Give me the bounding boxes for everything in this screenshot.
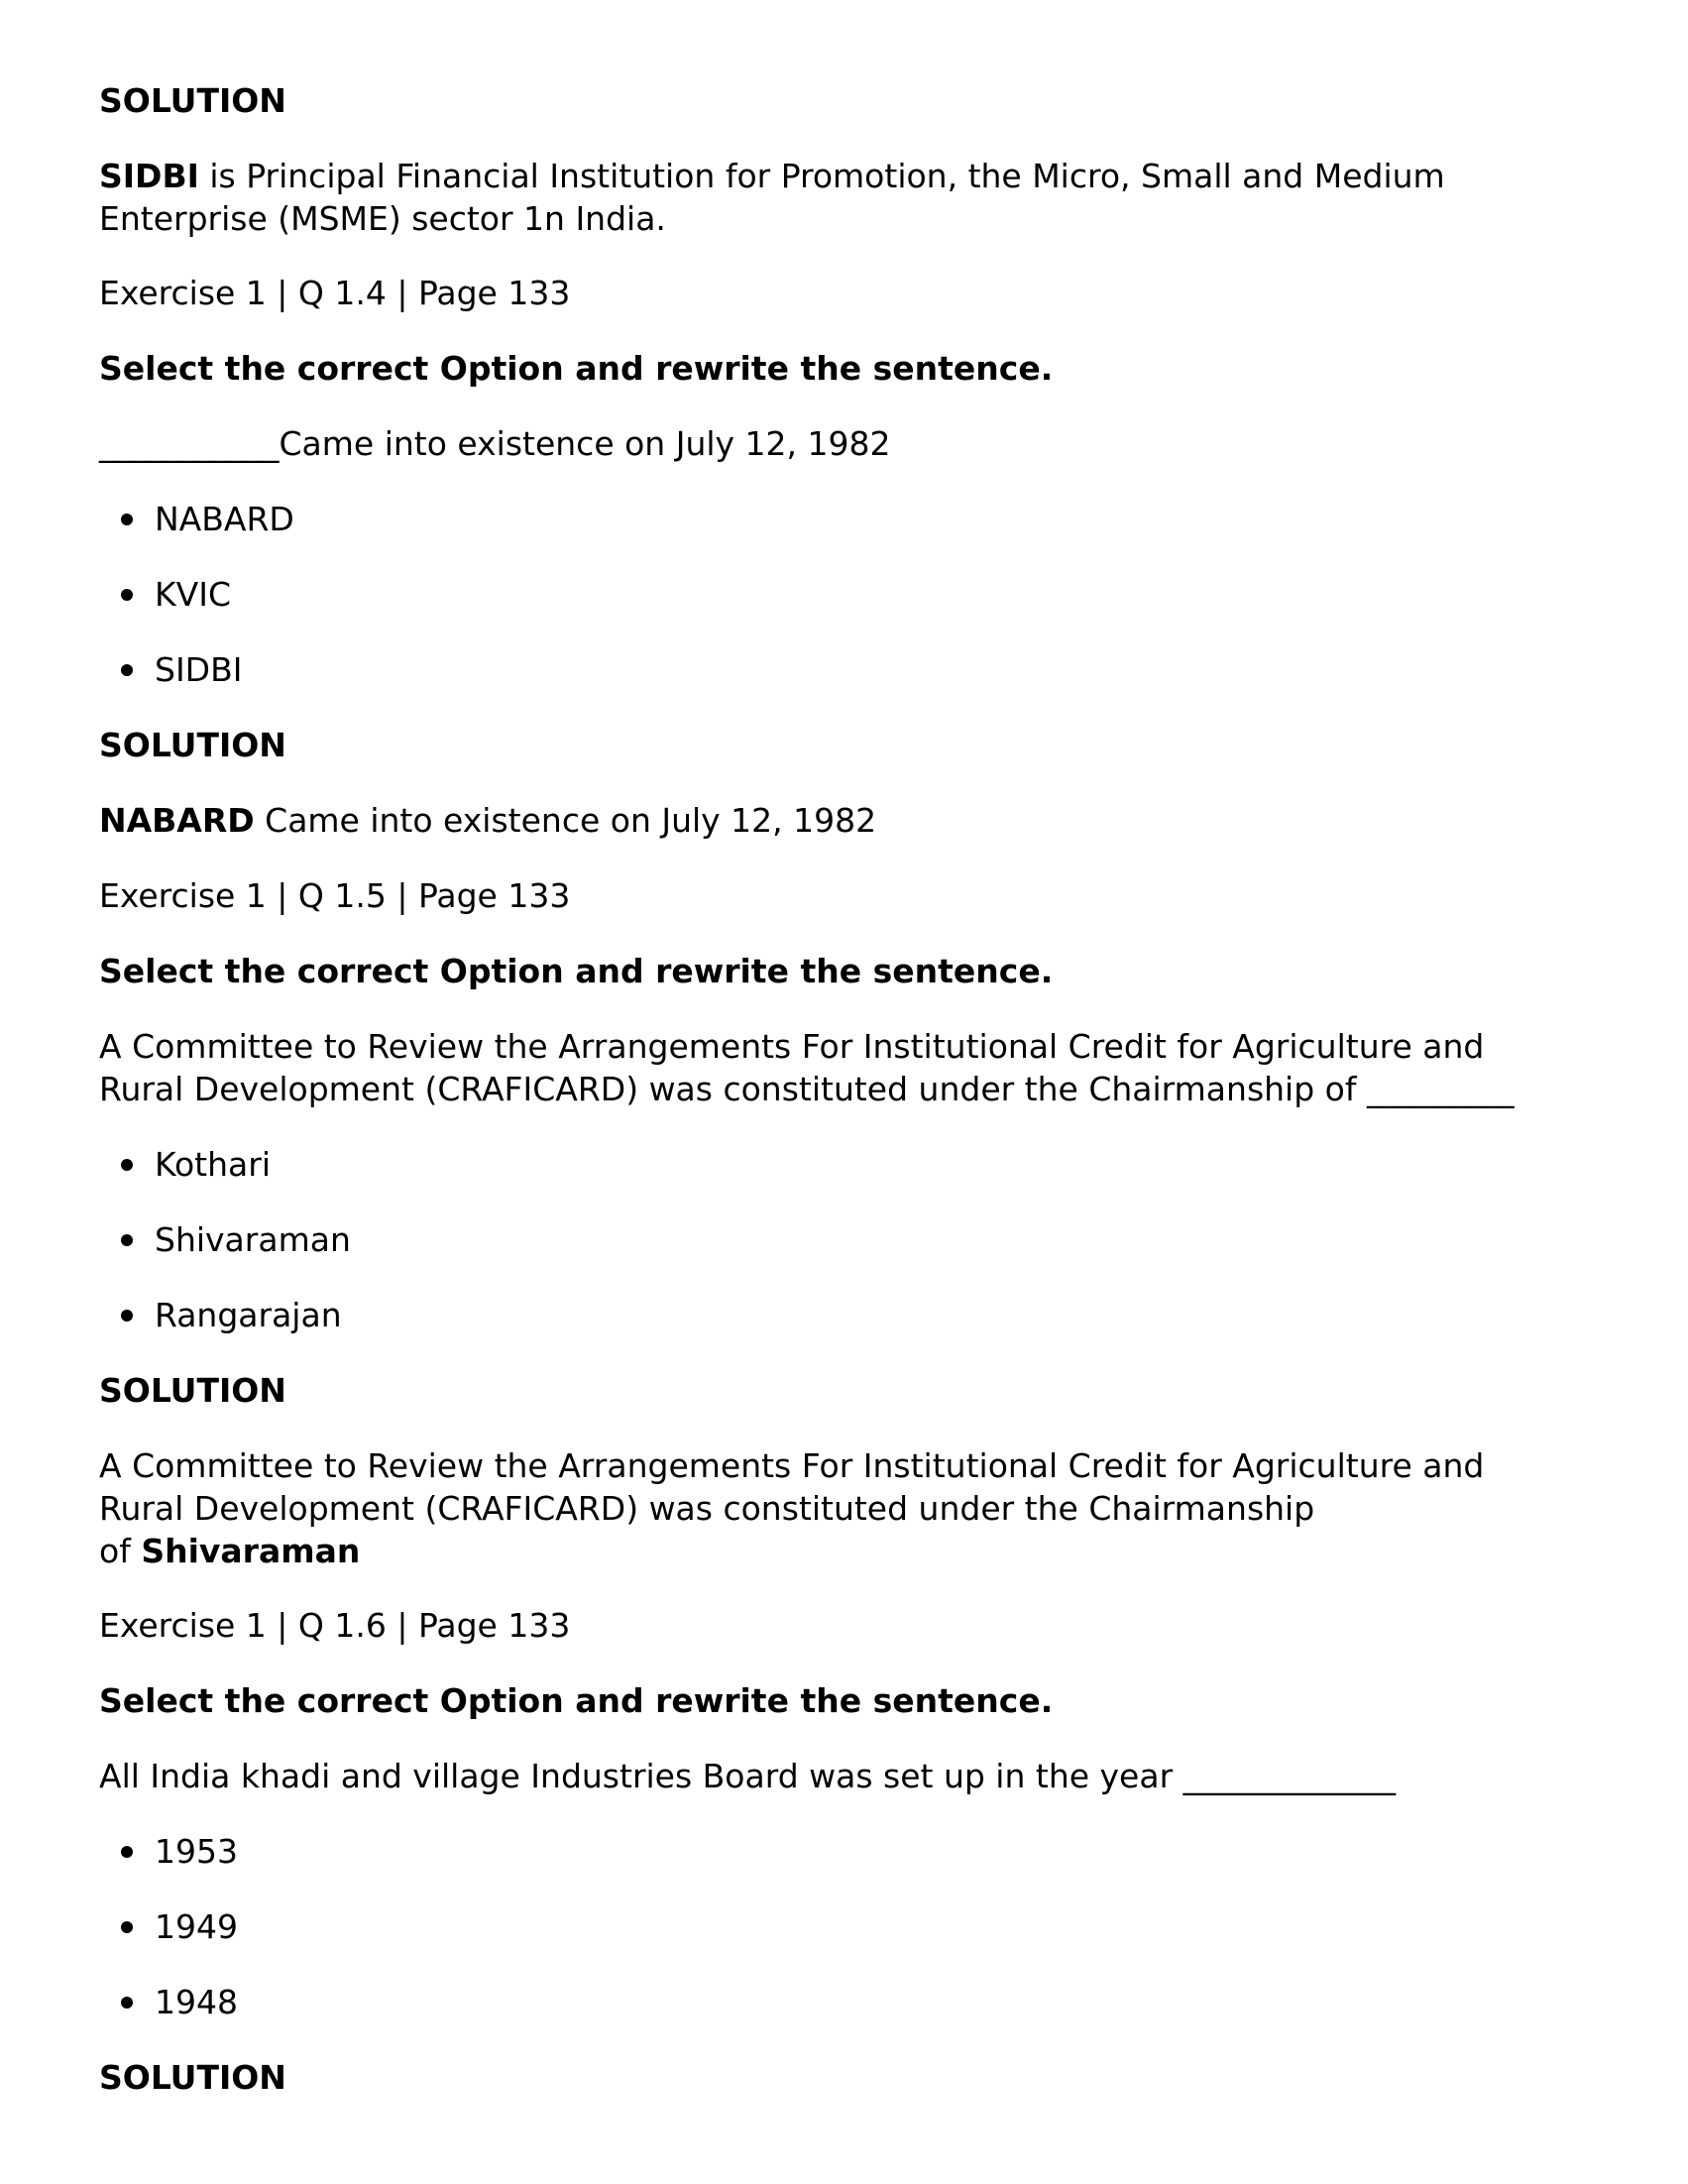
solution-heading: SOLUTION	[99, 81, 286, 120]
exercise-reference: Exercise 1 | Q 1.4 | Page 133	[99, 274, 571, 312]
exercise-reference: Exercise 1 | Q 1.5 | Page 133	[99, 876, 571, 915]
solution-answer-line	[99, 155, 1445, 197]
question-text: A Committee to Review the Arrangements For Institutional Credit for Agriculture and	[99, 1027, 1485, 1066]
solution-answer-line: A Committee to Review the Arrangements For Institutional Credit for Agriculture and	[99, 1446, 1485, 1485]
solution-heading: SOLUTION	[99, 2058, 286, 2097]
bullet-icon	[121, 589, 133, 601]
answer-highlight: Shivaraman	[141, 1532, 361, 1570]
option-item: Rangarajan	[155, 1294, 342, 1336]
exercise-reference: Exercise 1 | Q 1.6 | Page 133	[99, 1606, 571, 1645]
question-text: Rural Development (CRAFICARD) was constituted under the Chairmanship of _________	[99, 1070, 1515, 1108]
option-item: 1948	[155, 1981, 238, 2023]
question-instruction: Select the correct Option and rewrite the sentence.	[99, 952, 1054, 990]
bullet-icon	[121, 1921, 133, 1933]
question-instruction: Select the correct Option and rewrite the sentence.	[99, 349, 1054, 388]
bullet-icon	[121, 1846, 133, 1858]
question-text: ___________Came into existence on July 12, 1982	[99, 424, 891, 463]
option-item: Kothari	[155, 1143, 271, 1186]
solution-answer-line	[99, 799, 876, 842]
bullet-icon	[121, 1234, 133, 1246]
option-item: NABARD	[155, 498, 294, 540]
bullet-icon	[121, 1310, 133, 1322]
answer-text: is Principal Financial Institution for Promotion, the Micro, Small and Medium	[198, 157, 1445, 195]
option-item: Shivaraman	[155, 1218, 351, 1261]
solution-answer-line: Rural Development (CRAFICARD) was constituted under the Chairmanship	[99, 1489, 1315, 1528]
option-item: 1949	[155, 1905, 238, 1948]
answer-text: Came into existence on July 12, 1982	[254, 801, 877, 840]
answer-highlight: NABARD	[99, 801, 255, 840]
question-instruction: Select the correct Option and rewrite the sentence.	[99, 1681, 1054, 1720]
option-item: 1953	[155, 1830, 238, 1873]
answer-highlight: SIDBI	[99, 157, 199, 195]
option-item: SIDBI	[155, 648, 242, 691]
question-text: All India khadi and village Industries Board was set up in the year _____________	[99, 1757, 1397, 1795]
solution-heading: SOLUTION	[99, 1371, 286, 1410]
bullet-icon	[121, 1997, 133, 2009]
bullet-icon	[121, 514, 133, 525]
solution-answer-line: Enterprise (MSME) sector 1n India.	[99, 199, 666, 238]
bullet-icon	[121, 1159, 133, 1171]
option-item: KVIC	[155, 573, 231, 616]
solution-answer-line: of Shivaraman	[99, 1532, 361, 1570]
bullet-icon	[121, 664, 133, 676]
solution-heading: SOLUTION	[99, 726, 286, 764]
